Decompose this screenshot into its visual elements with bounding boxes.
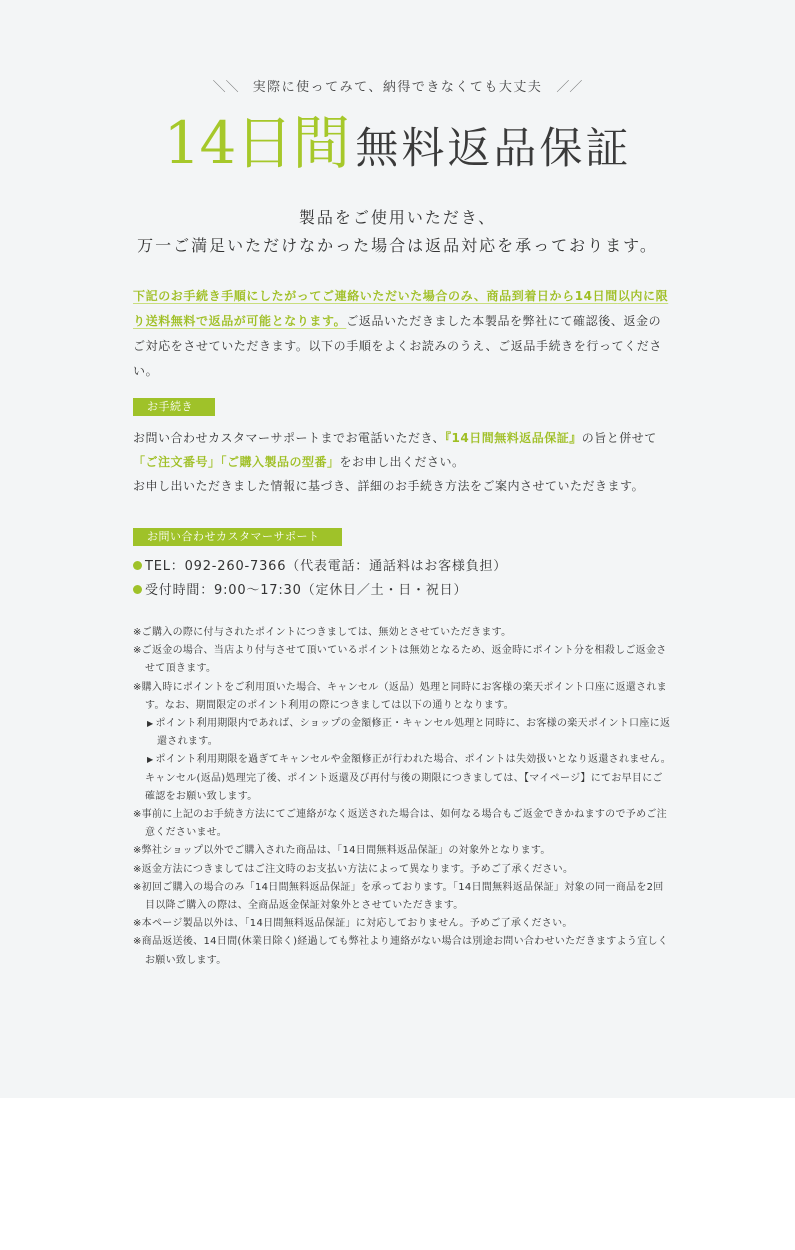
procedure-text-1: お問い合わせカスタマーサポートまでお電話いただき、: [133, 431, 446, 445]
title-duration: 14日間: [163, 109, 350, 177]
procedure-text: [133, 426, 673, 498]
note-item: ※商品返送後、14日間(休業日除く)経過しても弊社より連絡がない場合は別途お問い合わせいただきますよう宜しくお願い致します。: [133, 936, 669, 966]
note-sub-text: ポイント利用期限を過ぎてキャンセルや金額修正が行われた場合、ポイントは失効扱いとなり返還されません。: [155, 754, 672, 766]
note-item: キャンセル(返品)処理完了後、ポイント返還及び再付与後の期限につきましては、【マイページ】にてお早目にご確認をお願い致します。: [145, 772, 663, 802]
tagline-left-slashes: ＼＼: [212, 80, 239, 95]
notes: [133, 624, 673, 970]
support-label: お問い合わせカスタマーサポート: [133, 528, 342, 546]
support-tel-row: [133, 555, 673, 579]
note-item: ※ご購入の際に付与されたポイントにつきましては、無効とさせていただきます。: [133, 627, 512, 638]
tagline: [0, 76, 795, 95]
lead-highlight-2: 以内に限り送料無料で返品が可能となります。: [133, 289, 669, 328]
note-item: ※返金方法につきましてはご注文時のお支払い方法によって異なります。予めご了承ください。: [133, 863, 574, 875]
note-sub-text: ポイント利用期限内であれば、ショップの金額修正・キャンセル処理と同時に、お客様の楽天ポイント口座に返還されます。: [155, 718, 671, 748]
note-sub-item: [133, 715, 673, 751]
procedure-label: お手続き: [133, 398, 215, 416]
procedure-text-3: をお申し出ください。: [339, 455, 465, 469]
lead-paragraph: [133, 284, 673, 384]
lead-rest: ご返品いただきました本製品を弊社にて確認後、返金のご対応をさせていただきます。以下の手順をよくお読みのうえ、ご返品手続きを行ってください。: [133, 314, 662, 378]
triangle-right-icon: ▶: [147, 719, 154, 729]
triangle-right-icon: ▶: [147, 755, 154, 765]
tagline-text: 実際に使ってみて、納得できなくても大丈夫: [252, 80, 543, 95]
note-item: ※弊社ショップ以外でご購入された商品は、「14日間無料返品保証」の対象外となります。: [133, 845, 551, 857]
lead-highlight-1: 下記のお手続き手順にしたがってご連絡いただいた場合のみ、商品到着日から14日間: [133, 289, 618, 303]
tagline-right-slashes: ／／: [556, 80, 583, 95]
procedure-text-2: の旨と併せて: [581, 431, 657, 445]
green-dot-icon: [133, 561, 142, 570]
procedure-required-info: 「ご注文番号」「ご購入製品の型番」: [133, 455, 340, 469]
note-sub-item: [133, 751, 673, 769]
intro-line-2: 万一ご満足いただけなかった場合は返品対応を承っております。: [137, 236, 658, 255]
procedure-guarantee-name: 『14日間無料返品保証』: [445, 431, 582, 445]
note-item: ※事前に上記のお手続き方法にてご連絡がなく返送された場合は、如何なる場合もご返金できかねますので予めご注意くださいませ。: [133, 809, 667, 839]
page-title: [0, 96, 795, 180]
note-item: ※初回ご購入の場合のみ「14日間無料返品保証」を承っております。「14日間無料返品保証」対象の同一商品を2回目以降ご購入の際は、全商品返金保証対象外とさせていただきます。: [133, 881, 664, 912]
support-hours: 受付時間：9:00〜17:30（定休日／土・日・祝日）: [145, 583, 468, 598]
title-guarantee: 無料返品保証: [355, 124, 632, 174]
intro-line-1: 製品をご使用いただき、: [298, 208, 497, 227]
note-item: ※購入時にポイントをご利用頂いた場合、キャンセル（返品）処理と同時にお客様の楽天ポイント口座に返還されます。なお、期間限定のポイント利用の際につきましては以下の通りとなります。: [133, 681, 667, 711]
intro-text: [0, 204, 795, 260]
procedure-text-4: お申し出いただきました情報に基づき、詳細のお手続き方法をご案内させていただきます。: [133, 479, 645, 493]
support-contact: [133, 555, 673, 603]
note-item: ※ご返金の場合、当店より付与させて頂いているポイントは無効となるため、返金時にポイント分を相殺しご返金させて頂きます。: [133, 645, 667, 675]
note-item: ※本ページ製品以外は、「14日間無料返品保証」に対応しておりません。予めご了承ください。: [133, 918, 573, 930]
support-hours-row: [133, 579, 673, 603]
support-tel: TEL：092-260-7366（代表電話：通話料はお客様負担）: [145, 559, 508, 574]
green-dot-icon: [133, 585, 142, 594]
